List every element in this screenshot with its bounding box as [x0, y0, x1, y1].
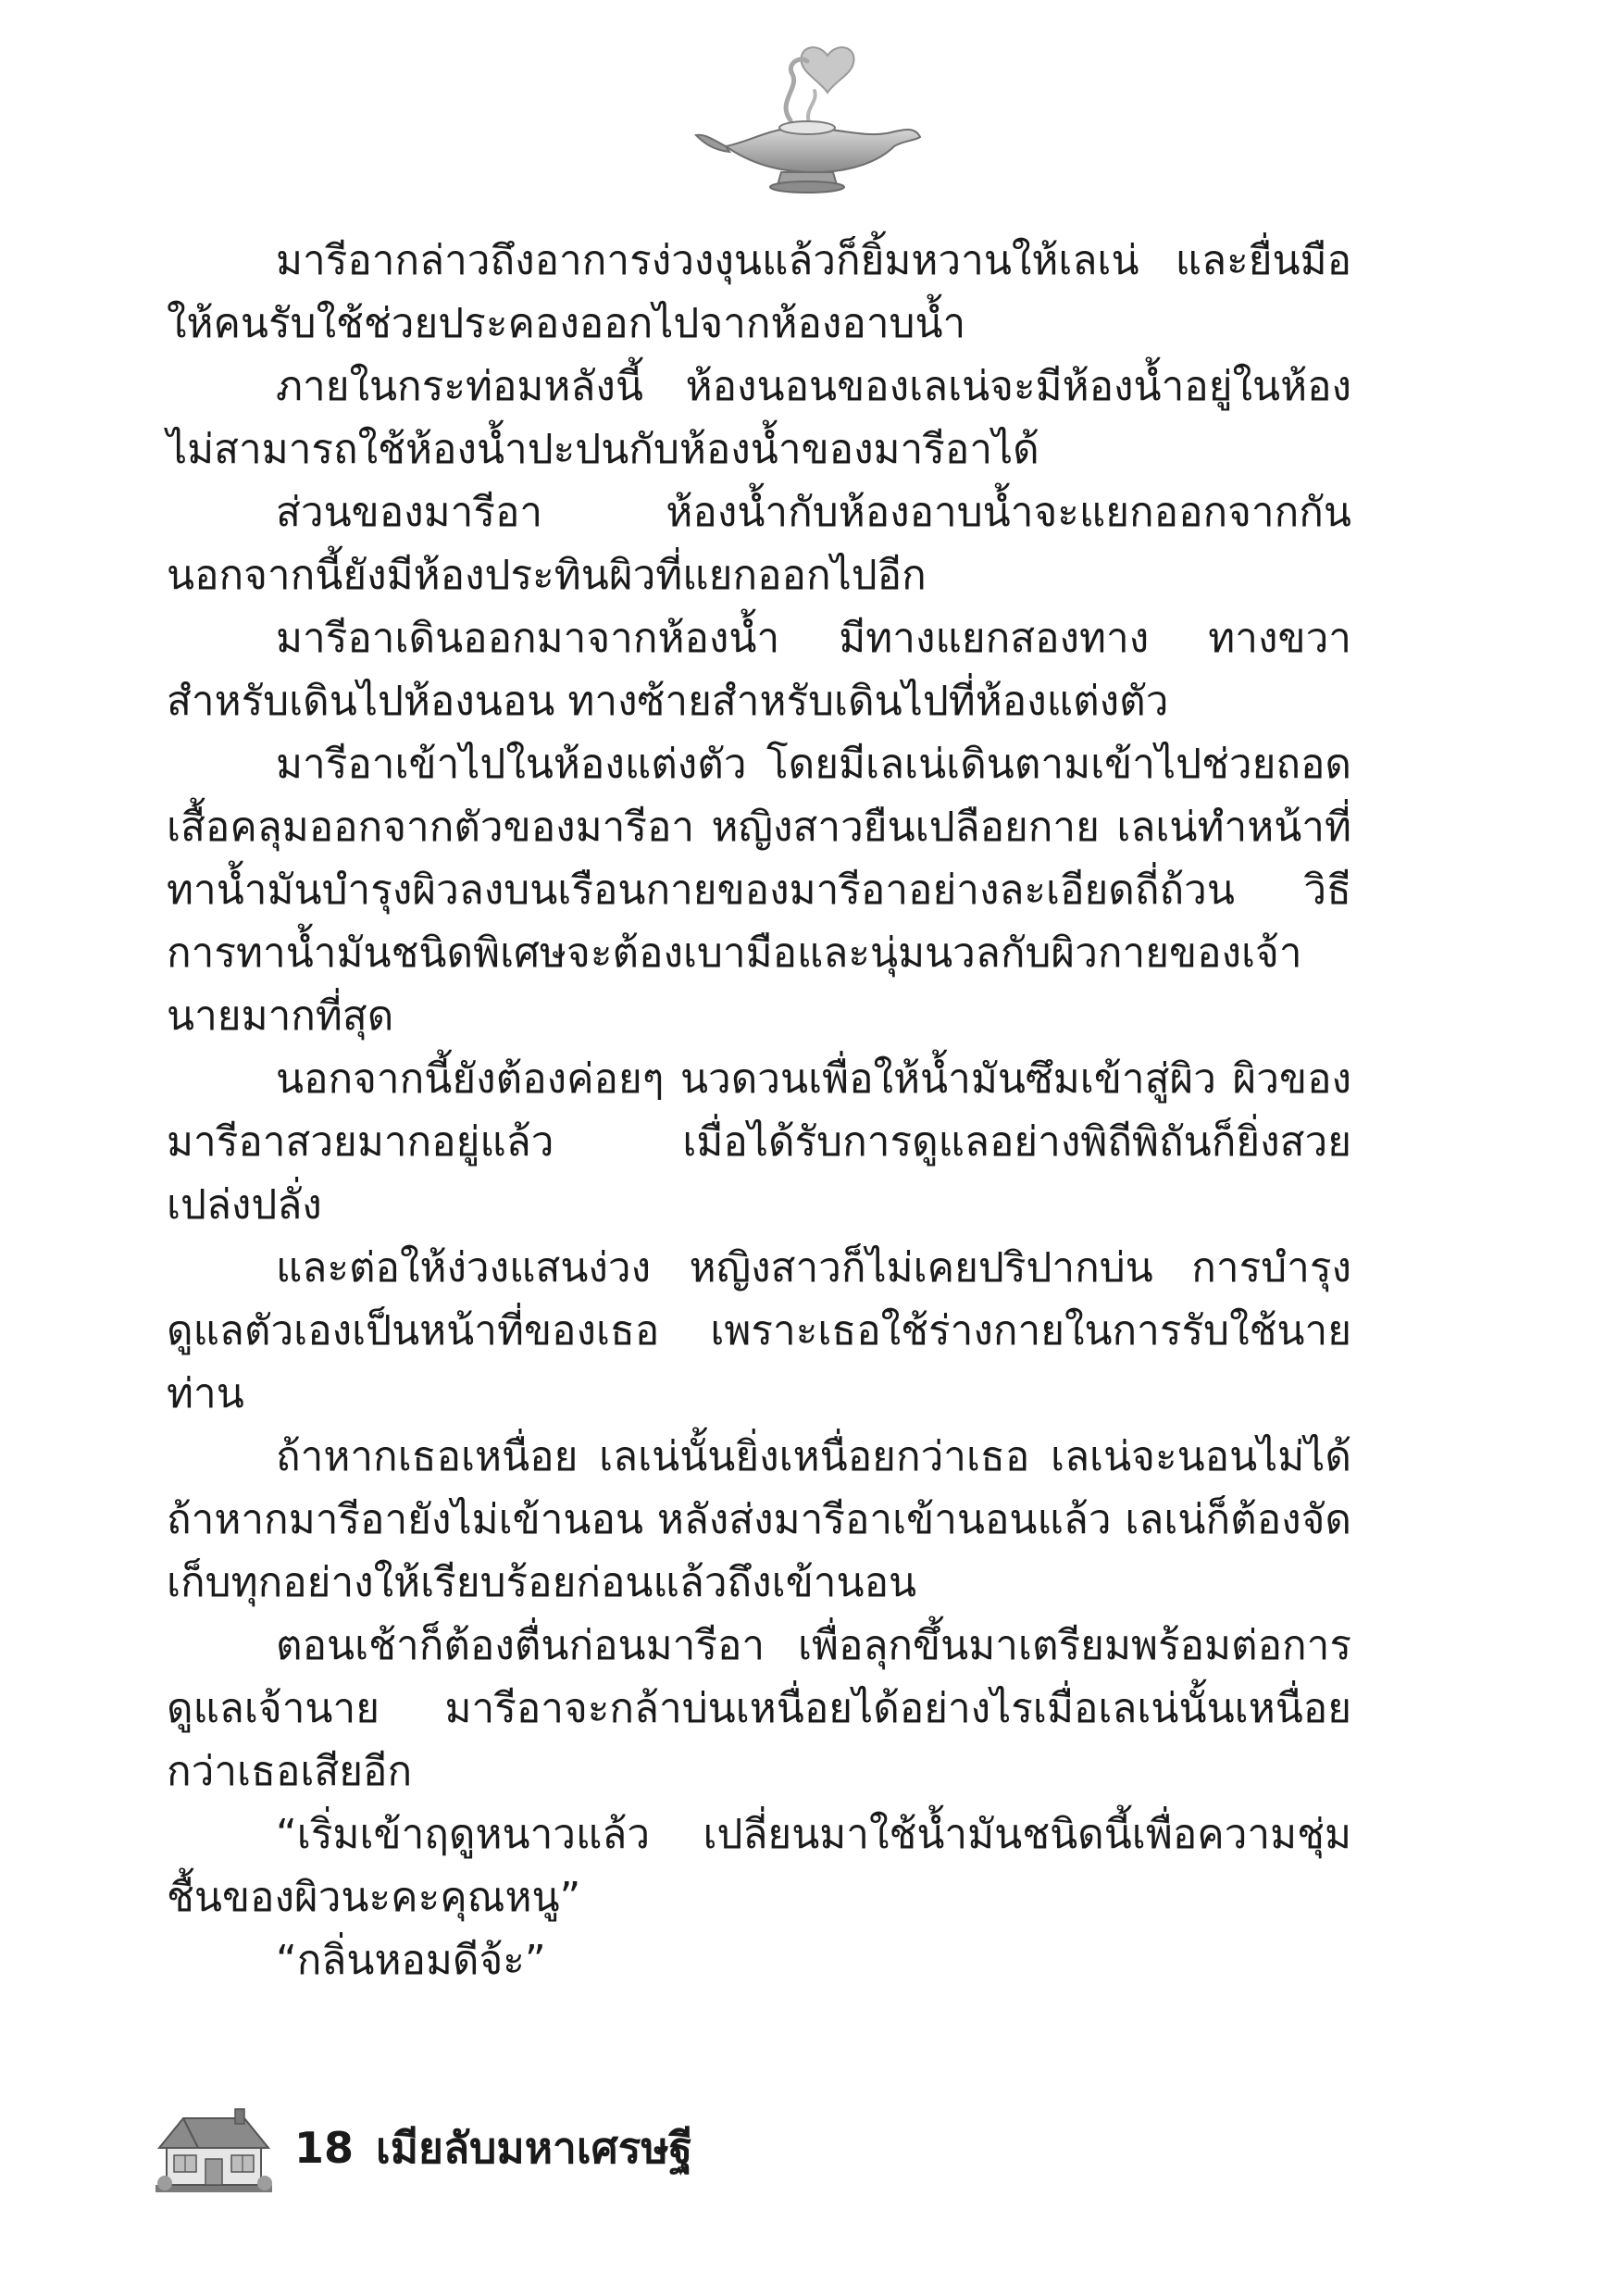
paragraph: มารีอาเข้าไปในห้องแต่งตัว โดยมีเลเน่เดินตามเข้าไปช่วยถอดเสื้อคลุมออกจากตัวของมารีอา หญิงสาวยืนเปลือยกาย เลเน่ทำหน้าที่ทาน้ำมันบำรุงผิวลงบนเรือนกายของมารีอาอย่างละเอียดถี่ถ้วน วิธีการทาน้ำมันชนิดพิเศษจะต้องเบามือและนุ่มนวลกับผิวกายของเจ้านายมากที่สุด — [167, 741, 1351, 1040]
page-number: 18 — [294, 2123, 355, 2173]
genie-lamp-icon — [689, 37, 929, 199]
page-footer — [156, 2100, 989, 2202]
body-text — [167, 230, 1351, 1992]
paragraph: ตอนเช้าก็ต้องตื่นก่อนมารีอา เพื่อลุกขึ้นมาเตรียมพร้อมต่อการดูแลเจ้านาย มารีอาจะกล้าบ่นเหนื่อยได้อย่างไรเมื่อเลเน่นั้นเหนื่อยกว่าเธอเสียอีก — [167, 1622, 1351, 1795]
paragraph: มารีอากล่าวถึงอาการง่วงงุนแล้วก็ยิ้มหวานให้เลเน่ และยื่นมือให้คนรับใช้ช่วยประคองออกไปจากห้องอาบน้ำ — [167, 237, 1351, 347]
paragraph: นอกจากนี้ยังต้องค่อยๆ นวดวนเพื่อให้น้ำมันซึมเข้าสู่ผิว ผิวของมารีอาสวยมากอยู่แล้ว เมื่อได้รับการดูแลอย่างพิถีพิถันก็ยิ่งสวยเปล่งปลั่ง — [167, 1055, 1351, 1229]
paragraph: ภายในกระท่อมหลังนี้ ห้องนอนของเลเน่จะมีห้องน้ำอยู่ในห้อง ไม่สามารถใช้ห้องน้ำปะปนกับห้องน้ำของมารีอาได้ — [167, 363, 1351, 473]
paragraph: ถ้าหากเธอเหนื่อย เลเน่นั้นยิ่งเหนื่อยกว่าเธอ เลเน่จะนอนไม่ได้ถ้าหากมารีอายังไม่เข้านอน หลังส่งมารีอาเข้านอนแล้ว เลเน่ก็ต้องจัดเก็บทุกอย่างให้เรียบร้อยก่อนแล้วถึงเข้านอน — [167, 1433, 1351, 1606]
paragraph: “เริ่มเข้าฤดูหนาวแล้ว เปลี่ยนมาใช้น้ำมันชนิดนี้เพื่อความชุ่มชื้นของผิวนะคะคุณหนู” — [167, 1811, 1351, 1921]
paragraph: ส่วนของมารีอา ห้องน้ำกับห้องอาบน้ำจะแยกออกจากกัน นอกจากนี้ยังมีห้องประทินผิวที่แยกออกไปอีก — [167, 489, 1351, 599]
paragraph: และต่อให้ง่วงแสนง่วง หญิงสาวก็ไม่เคยปริปากบ่น การบำรุงดูแลตัวเองเป็นหน้าที่ของเธอ เพราะเธอใช้ร่างกายในการรับใช้นายท่าน — [167, 1244, 1351, 1417]
house-icon — [156, 2105, 272, 2194]
book-title: เมียลับมหาเศรษฐี — [376, 2123, 693, 2173]
paragraph: มารีอาเดินออกมาจากห้องน้ำ มีทางแยกสองทาง ทางขวาสำหรับเดินไปห้องนอน ทางซ้ายสำหรับเดินไปที่ห้องแต่งตัว — [167, 615, 1351, 725]
paragraph: “กลิ่นหอมดีจ้ะ” — [276, 1937, 546, 1984]
